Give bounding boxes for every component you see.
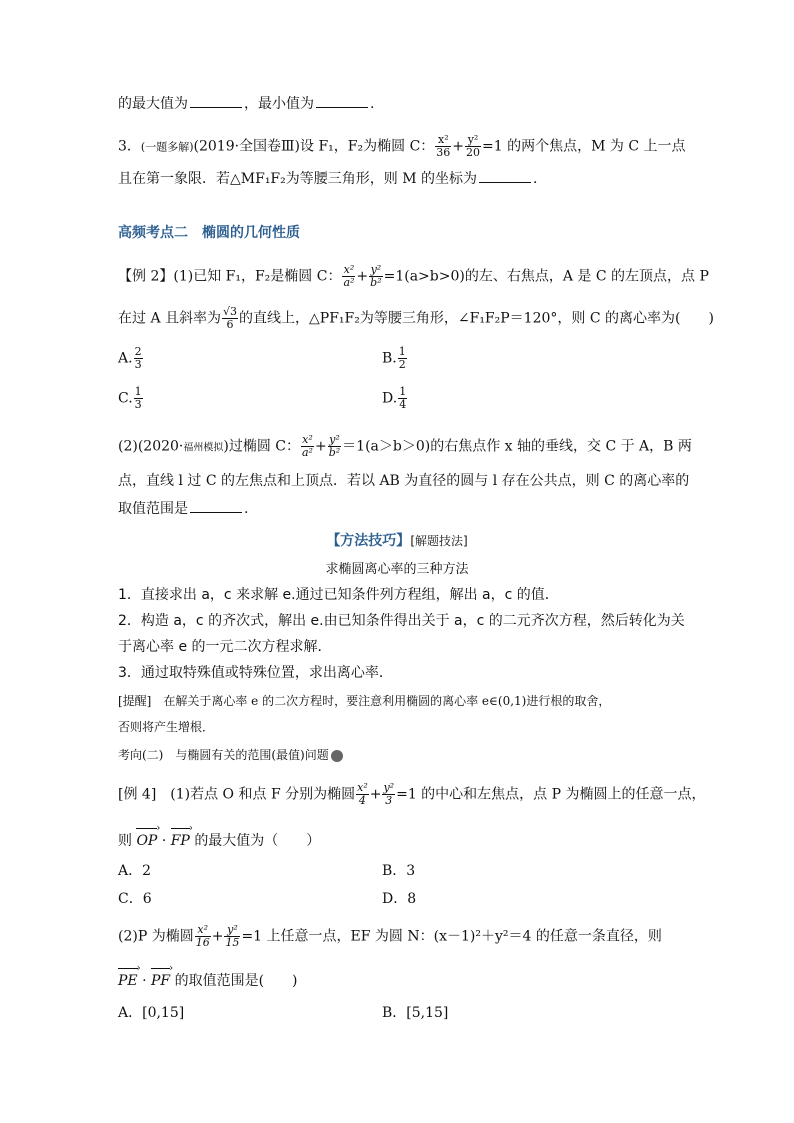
example-4-line-2: 则 OP › · FP › 的最大值为（ ） [118,826,320,850]
fraction: $\frac{\text{y²}}{\text{b²}}$ [328,433,341,459]
text: 【例 2】(1)已知 F₁，F₂是椭圆 C： [118,268,342,285]
text: =1 上任意一点，EF 为圆 N：(x－1)²＋y²＝4 的任意一条直径，则 [241,928,662,945]
answer-blank[interactable] [190,95,242,108]
text: 且在第一象限．若△MF₁F₂为等腰三角形，则 M 的坐标为 [118,171,477,187]
option-b[interactable]: B. $\frac{1}{2}$ [382,345,406,371]
method-label: 【方法技巧】 [326,533,411,549]
example-4-line: [例 4] (1)若点 O 和点 F 分别为椭圆 $\frac{\text{x²}}{4}$ + $\frac{\text{y²}}{3}$ =1 的中心和左焦点，点 P 为椭圆上的任意一点， [118,781,706,807]
vector-fp: FP › [171,826,190,850]
method-item-2: 2．构造 a，c 的齐次式，解出 e.由已知条件得出关于 a，c 的二元齐次方程，然后转化为关 [118,613,685,629]
method-subtitle: 求椭圆离心率的三种方法 [325,562,469,577]
direction-heading: 考向(二) 与椭圆有关的范围(最值)问题 [118,746,343,764]
text: =1(a>b>0)的左、右焦点，A 是 C 的左顶点，点 P [383,268,709,285]
fraction: $\frac{1}{3}$ [134,385,142,411]
question-2-line: (2)P 为椭圆 $\frac{\text{x²}}{16}$ + $\frac{\text{y²}}{15}$ =1 上任意一点，EF 为圆 N：(x－1)²＋y²＝4 的任意一条直径，则 [118,923,662,949]
part-2-line-3: 取值范围是 . [118,501,249,517]
option-d[interactable]: D．8 [382,891,417,907]
option-b[interactable]: B．3 [382,863,416,879]
example-2-line-2 [118,306,714,331]
fraction: $\frac{\text{x²}}{\text{a²}}$ [343,263,355,289]
fraction: $\frac{\text{x²}}{\text{a²}}$ [302,433,313,459]
fraction: $\frac{\text{y²}}{\text{b²}}$ [370,263,382,289]
tip-line: [提醒] 在解关于离心率 e 的二次方程时，要注意利用椭圆的离心率 e∈(0,1)进行根的取舍， [118,694,611,708]
tip-line-2: 否则将产生增根． [118,720,215,734]
method-tag: [解题技法] [410,534,468,548]
vector-pe: PE › [118,966,138,990]
fraction: $\frac{1}{2}$ [398,345,406,371]
text: 的直线上，△PF₁F₂为等腰三角形，∠F₁F₂P＝120°，则 C 的离心率为( ) [239,310,714,327]
vector-op: OP › [136,826,157,850]
fraction: $\frac{\text{x²}}{36}$ [436,133,451,159]
fraction: $\frac{2}{3}$ [134,345,142,371]
option-a[interactable]: A．[0,15] [118,1005,185,1021]
text: . [370,96,375,112]
fraction: $\frac{\text{y²}}{3}$ [383,781,395,807]
text: 的最大值为 [118,96,188,112]
question-2-line-2: PE › · PF › 的取值范围是( ) [118,966,298,990]
option-c[interactable]: C．6 [118,891,152,907]
tag: 福州模拟 [183,442,224,454]
option-a[interactable]: A．2 [118,863,152,879]
method-item-1: 1．直接求出 a，c 来求解 e.通过已知条件列方程组，解出 a，c 的值． [118,587,559,603]
answer-blank[interactable] [190,500,242,513]
method-heading [0,530,794,550]
question-3-line-2: 且在第一象限．若△MF₁F₂为等腰三角形，则 M 的坐标为 . [118,171,538,187]
section-title: 高频考点二 椭圆的几何性质 [118,225,300,241]
text: (2019·全国卷Ⅲ)设 F₁，F₂为椭圆 C： [193,138,435,155]
fraction: $\frac{\text{y²}}{15}$ [225,923,240,949]
text: ＝1(a＞b＞0)的右焦点作 x 轴的垂线，交 C 于 A，B 两 [342,438,692,455]
answer-blank[interactable] [479,170,531,183]
part-2-line-2: 点，直线 l 过 C 的左焦点和上顶点．若以 AB 为直径的圆与 l 存在公共点，则 C 的离心率的 [118,473,690,489]
option-b[interactable]: B．[5,15] [382,1005,449,1021]
example-2-line: 【例 2】(1)已知 F₁，F₂是椭圆 C： $\frac{\text{x²}}{\text{a²}}$ + $\frac{\text{y²}}{\text{b²}}$ =1(a>b>0)的左、右焦点，A 是 C 的左顶点，点 P [118,263,709,289]
question-line [118,95,374,113]
fraction: $\frac{\text{x²}}{16}$ [195,923,210,949]
fraction: $\frac{1}{4}$ [399,385,407,411]
fraction: $\frac{\text{y²}}{20}$ [466,133,481,159]
option-d[interactable]: D. $\frac{1}{4}$ [382,385,407,411]
question-number: 3． [118,138,141,155]
text: 在过 A 且斜率为 [118,310,222,327]
vector-pf: PF › [151,966,170,990]
method-item-2-cont: 于离心率 e 的一元二次方程求解． [118,639,332,655]
text: =1 的中心和左焦点，点 P 为椭圆上的任意一点， [396,786,706,803]
method-item-3: 3．通过取特殊值或特殊位置，求出离心率． [118,665,393,681]
text: [例 4] (1)若点 O 和点 F 分别为椭圆 [118,786,356,803]
tag: (一题多解) [140,140,194,154]
circle-marker-icon [331,750,343,762]
option-a[interactable]: A. $\frac{2}{3}$ [118,345,142,371]
fraction: $\frac{√3}{6}$ [223,305,238,331]
text: ，最小值为 [244,96,314,112]
part-2-line: (2)(2020·福州模拟)过椭圆 C： $\frac{\text{x²}}{\text{a²}}$ + $\frac{\text{y²}}{\text{b²}}$ ＝1(a＞b＞0)的右焦点作 x 轴的垂线，交 C 于 A，B 两 [118,433,692,459]
answer-blank[interactable] [316,95,368,108]
question-3-line: 3．(一题多解)(2019·全国卷Ⅲ)设 F₁，F₂为椭圆 C： $\frac{\text{x²}}{36}$ + $\frac{\text{y²}}{20}$ =1 的两个焦点，M 为 C 上一点 [118,133,686,159]
text: =1 的两个焦点，M 为 C 上一点 [482,138,686,155]
option-c[interactable]: C. $\frac{1}{3}$ [118,385,142,411]
fraction: $\frac{\text{x²}}{4}$ [357,781,368,807]
